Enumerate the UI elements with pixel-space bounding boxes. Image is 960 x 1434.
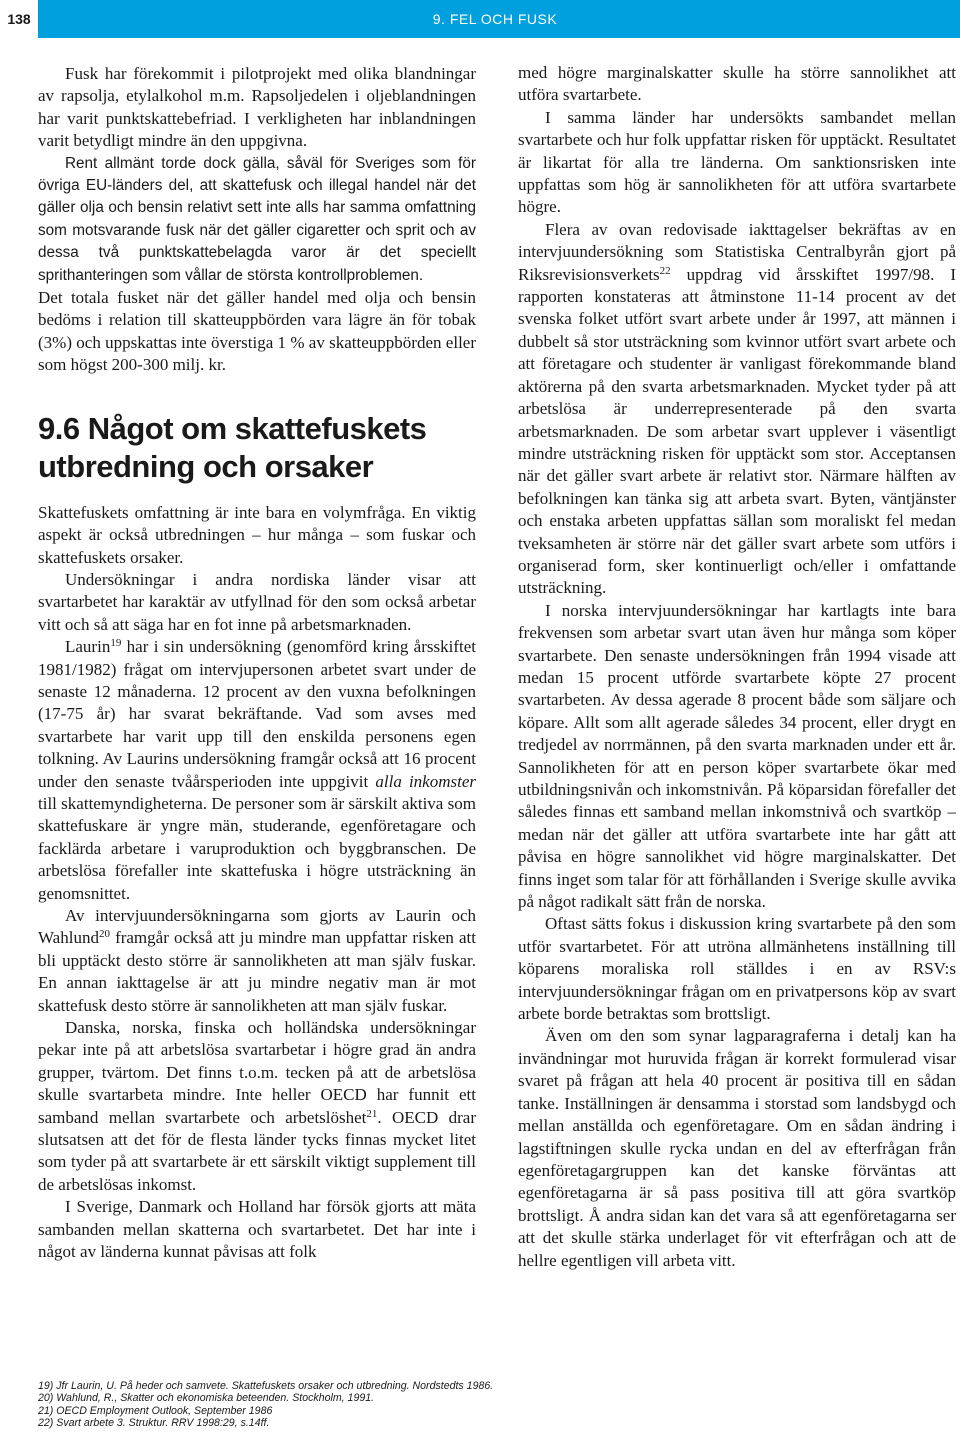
paragraph: Undersökningar i andra nordiska länder visar att svartarbetet har karaktär av utfyllnad för den som också arbetar vitt och så att säga har en fot inne på arbetsmarknaden. xyxy=(38,569,476,634)
text-run: Danska, norska, finska och holländska undersökningar pekar inte på att arbetslösa svartarbetar i högre grad än andra grupper, tvärtom. Det finns t.o.m. tecken på att de arbetslösa skulle svartarbeta mindre. Inte heller OECD har funnit ett samband mellan svartarbete och arbetslöshet xyxy=(38,1018,476,1127)
paragraph: Skattefuskets omfattning är inte bara en volymfråga. En viktig aspekt är också utbredningen – hur många – som fuskar och skattefuskets orsaker. xyxy=(38,502,476,567)
paragraph: I samma länder har undersökts sambandet mellan svartarbete och hur folk uppfattar risken för upptäckt. Resultatet är likartat för alla tre länderna. Om sanktionsrisken inte uppfattas som hög är sannolikheten för att utföra svartarbete högre. xyxy=(518,107,956,217)
paragraph xyxy=(38,1017,476,1196)
emphasis: alla inkomster xyxy=(375,771,476,791)
footnote-ref: 20 xyxy=(98,928,110,941)
paragraph: Det totala fusket när det gäller handel med olja och bensin bedöms i relation till skatteuppbörden vara lägre än för tobak (3%) och uppskattas inte överstiga 1 % av skatteuppbörden eller som högst 200-300 milj. kr. xyxy=(38,288,476,375)
footnote-ref: 21 xyxy=(366,1107,378,1120)
footnote-ref: 22 xyxy=(659,264,671,277)
paragraph: Även om den som synar lagparagraferna i detalj kan ha invändningar mot huruvida frågan är korrekt formulerad visar svaret på frågan att hela 40 procent är positiva till en sådan tanke. Inställningen är densamma i storstad som landsbygd och mellan anställda och egenföretagare. Om en sådan ändring i lagstiftningen skulle rycka undan en del av efterfrågan från egenföretagargruppen kan det kanske förväntas att egenföretagarna är så pass positiva till att göra svartköp brottsligt. Å andra sidan kan det vara så att egenföretagarna ser att det skulle stärka underlaget för vit efterfrågan och att de hellre egentligen vill arbeta vitt. xyxy=(518,1026,956,1270)
footnote: 19) Jfr Laurin, U. På heder och samvete. Skattefuskets orsaker och utbredning. Nordstedts 1986. xyxy=(38,1380,494,1392)
page-number: 138 xyxy=(0,0,38,38)
footnote: 20) Wahlund, R., Skatter och ekonomiska beteenden. Stockholm, 1991. xyxy=(38,1392,375,1405)
section-heading: 9.6 Något om skattefuskets utbredning och orsaker xyxy=(38,410,427,484)
text-run: . OECD drar slutsatsen att det för de flesta länder tycks finnas mycket litet som tyder på att svartarbete är ett särskilt viktigt supplement till de arbetslösas inkomst. xyxy=(38,1107,476,1194)
footnotes xyxy=(38,1380,558,1430)
text-run: Laurin xyxy=(65,637,111,657)
text-run: har i sin undersökning (genomförd kring årsskiftet 1981/1982) frågat om intervjupersonen arbetet svart under de senaste 12 månaderna. 12 procent av den vuxna befolkningen (17-75 år) har svarat bekräftande. Vad som avses med svartarbete har varit upp till den enskilda personens egen tolkning. Av Laurins undersökning framgår också att 16 procent under den senaste tvåårsperioden inte uppgivit xyxy=(38,637,476,791)
paragraph: Oftast sätts fokus i diskussion kring svartarbete på den som utför svartarbetet. För att utröna allmänhetens inställning till köparens moraliska roll ställdes i en av RSV:s intervjuundersökningar frågan om en privatpersons köp av svart arbete borde betraktas som brottsligt. xyxy=(518,914,956,1024)
paragraph xyxy=(518,219,956,600)
paragraph xyxy=(38,905,476,1017)
paragraph xyxy=(38,636,476,905)
footnote: 21) OECD Employment Outlook, September 1986 xyxy=(38,1404,273,1417)
paragraph: Rent allmänt torde dock gälla, såväl för Sveriges som för övriga EU-länders del, att skattefusk och illegal handel när det gäller olja och bensin relativt sett inte alls har samma omfattning som motsvarande fusk när det gäller cigaretter och sprit och av dessa två punktskattebelagda varor är det speciellt sprithanteringen som vållar de största kontrollproblemen. xyxy=(38,154,476,284)
footnote: 22) Svart arbete 3. Struktur. RRV 1998:29, s.14ff. xyxy=(38,1417,270,1430)
text-run: Flera av ovan redovisade iakttagelser bekräftas av en intervjuundersökning som Statistiska Centralbyrån gjort på Riksrevisionsverkets xyxy=(518,219,956,284)
text-run: framgår också att ju mindre man uppfattar risken att bli upptäckt desto större är sannolikheten att man själv fuskar. En annan iakttagelse är att ju mindre negativ man är mot skattefusk desto större är sannolikheten att man själv fuskar. xyxy=(38,928,476,1015)
paragraph: I norska intervjuundersökningar har kartlagts inte bara frekvensen som arbetar svart utan även hur många som köper svartarbete. Den senaste undersökningen från 1994 visade att medan 15 procent utförde svartarbete köpte 27 procent svartarbeten. Av dessa agerade 8 procent både som säljare och köpare. Allt som allt agerade således 34 procent, eller drygt en tredjedel av norrmännen, på den svarta marknaden under ett år. Sannolikheten för att en person köper svartarbete ökar med utbildningsnivån och inkomstnivån. På köparsidan förefaller det således finnas ett samband mellan inkomstnivå och svartköp – medan när det gäller att utföra svartarbete inte har gått att påvisa en högre sannolikhet vid högre marginalskatter. Det finns inget som talar för att förhållanden i Sverige skulle avvika på något radikalt sätt från de norska. xyxy=(518,600,956,912)
chapter-title: 9. FEL OCH FUSK xyxy=(432,11,558,27)
text-run: Av intervjuundersökningarna som gjorts av Laurin och Wahlund xyxy=(38,906,476,948)
footnote-ref: 19 xyxy=(110,637,122,650)
left-column xyxy=(38,63,476,1264)
paragraph: I Sverige, Danmark och Holland har försök gjorts att mäta sambanden mellan skatterna och svartarbetet. Det har inte i något av länderna kunnat påvisas att folk xyxy=(38,1197,476,1262)
text-run: till skattemyndigheterna. De personer som är särskilt aktiva som skattefuskare är yngre män, studerande, egenföretagare och facklärda arbetare i varuproduktion och byggbranschen. De arbetslösa förefaller inte skattefuska i högre utsträckning än genomsnittet. xyxy=(38,793,476,903)
paragraph: med högre marginalskatter skulle ha större sannolikhet att utföra svartarbete. xyxy=(518,63,956,105)
text-run: uppdrag vid årsskiftet 1997/98. I rapporten konstateras att åtminstone 11-14 procent av det svenska folket utfört svart arbete under år 1997, att männen i dubbelt så stor utsträckning som kvinnor utfört svart arbete och att företagare och studenter är vanligast förekommande bland aktörerna på den svarta arbetsmarknaden. Mycket tyder på att arbetslösa är underrepresenterade på den svarta arbetsmarknaden. De som arbetar svart upplever i väsentligt mindre utsträckning risken för upptäckt som stor. Acceptansen när det gäller svart arbete är relativt stor. Närmare hälften av befolkningen kan tänka sig att arbeta svart. Byten, väntjänster och enstaka arbeten uppfattas sällan som moraliskt fel medan tveksamheten är större när det gäller svart arbete som utförs i organiserad form, sker kontinuerligt och/eller i omfattande utsträckning. xyxy=(518,264,956,598)
right-column xyxy=(518,62,956,1272)
paragraph: Fusk har förekommit i pilotprojekt med olika blandningar av rapsolja, etylalkohol m.m. Rapsoljedelen i oljeblandningen har varit punktskattebefriad. I verkligheten har inblandningen varit betydligt mindre än den uppgivna. xyxy=(38,64,476,151)
